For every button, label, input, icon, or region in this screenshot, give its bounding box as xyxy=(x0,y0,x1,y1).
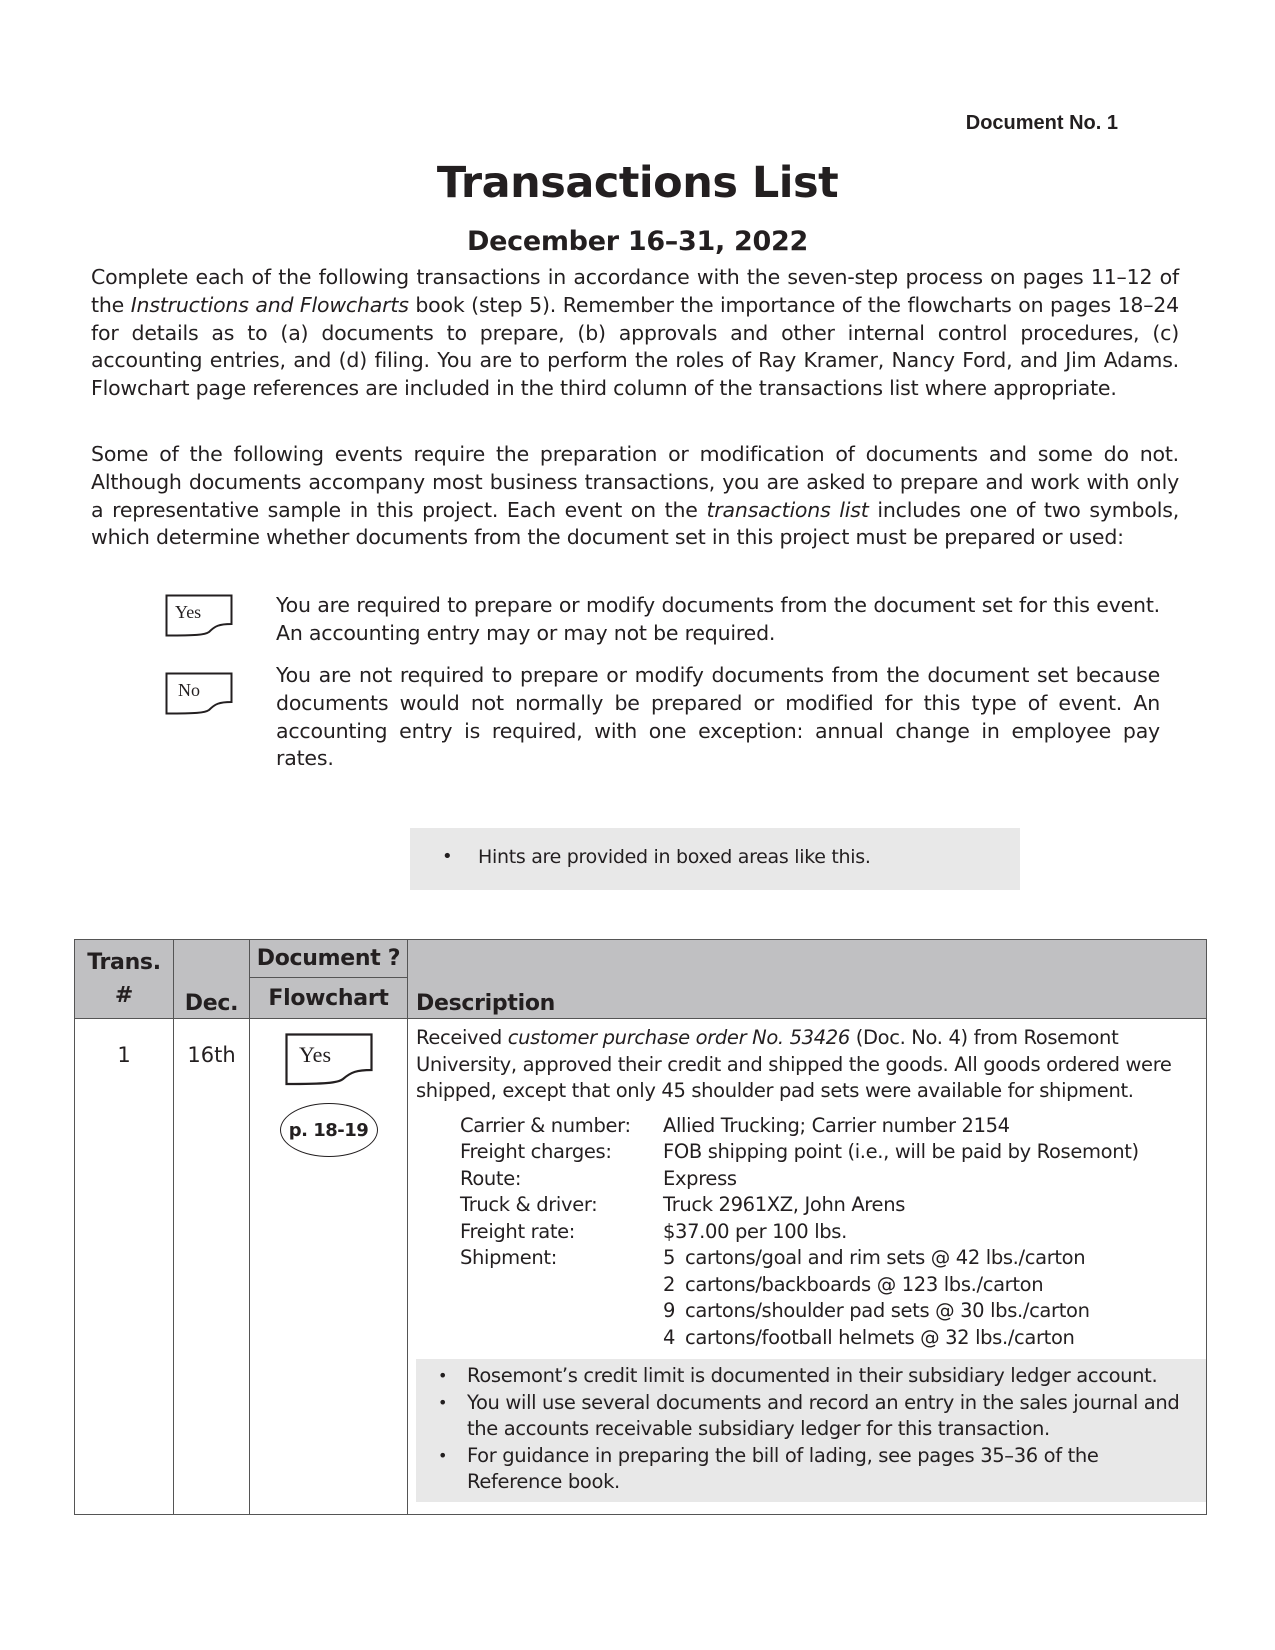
header-document: Document ? xyxy=(250,940,408,978)
symbol-no-text: You are not required to prepare or modify documents from the document set because documents would not normally be prepared or modified for this type of event. An accounting entry is required, with one exception: annual change in employee pay rates. xyxy=(276,663,1160,771)
shipment-item: 5 cartons/goal and rim sets @ 42 lbs./carton xyxy=(663,1246,1086,1269)
intro-paragraph-2 xyxy=(91,441,1179,552)
svg-text:No: No xyxy=(178,680,200,700)
detail-label: Freight charges: xyxy=(460,1140,612,1163)
text-run: Complete each of the following transactions in accordance with the seven-step process on pages 11–12 of the xyxy=(91,265,1179,317)
detail-value: $37.00 per 100 lbs. xyxy=(663,1219,847,1243)
transaction-date: 16th xyxy=(174,1019,250,1515)
detail-label: Freight rate: xyxy=(460,1219,576,1243)
date-range: December 16–31, 2022 xyxy=(467,226,808,257)
detail-value: FOB shipping point (i.e., will be paid by Rosemont) xyxy=(663,1140,1139,1163)
header-dec: Dec. xyxy=(174,940,250,1019)
header-description: Description xyxy=(408,940,1207,1019)
hint-item: • For guidance in preparing the bill of lading, see pages 35–36 of the Reference book. xyxy=(438,1443,1099,1493)
detail-label: Truck & driver: xyxy=(460,1193,598,1216)
text-run: (Doc. No. 4) from Rosemont University, approved their credit and shipped the goods. All goods ordered were shipped, except that only 45 shoulder pad sets were available for shipment. xyxy=(416,1026,1172,1102)
description-text xyxy=(416,1025,1198,1105)
page-title: Transactions List xyxy=(436,158,839,208)
svg-text:Yes: Yes xyxy=(298,1042,331,1067)
shipment-label: Shipment: xyxy=(460,1246,557,1269)
detail-value: Truck 2961XZ, John Arens xyxy=(663,1193,906,1216)
svg-text:Yes: Yes xyxy=(175,602,202,622)
bullet: • xyxy=(438,1392,448,1412)
shipment-item: 4 cartons/football helmets @ 32 lbs./carton xyxy=(663,1325,1075,1349)
symbol-yes-text: You are required to prepare or modify documents from the document set for this event. An accounting entry may or may not be required. xyxy=(276,593,1160,645)
italic-text: Instructions and Flowcharts xyxy=(130,292,409,317)
transactions-table xyxy=(74,939,1207,1515)
text-run: Some of the following events require the preparation or modification of documents and some do not. Although documents accompany most business transactions, you are asked to prepare and work with only a representative sample in this project. Each event on the xyxy=(91,442,1179,522)
flowchart-cell xyxy=(250,1019,408,1515)
no-document-symbol-icon xyxy=(165,672,233,716)
transaction-number: 1 xyxy=(75,1019,174,1515)
shipment-item: 2 cartons/backboards @ 123 lbs./carton xyxy=(663,1272,1044,1296)
header-flowchart: Flowchart xyxy=(250,978,408,1019)
header-trans-number: Trans. # xyxy=(75,940,174,1019)
detail-label: Carrier & number: xyxy=(460,1113,631,1137)
detail-value: Express xyxy=(663,1166,737,1190)
table-row xyxy=(75,1019,1207,1515)
hint-example-box xyxy=(410,828,1020,890)
flowchart-page-reference: p. 18-19 xyxy=(280,1103,378,1157)
detail-label: Route: xyxy=(460,1166,522,1190)
document-number: Document No. 1 xyxy=(965,112,1118,134)
italic-text: transactions list xyxy=(706,497,869,522)
intro-paragraph-1 xyxy=(91,264,1179,403)
detail-value: Allied Trucking; Carrier number 2154 xyxy=(663,1113,1010,1137)
bullet: • xyxy=(438,1366,448,1385)
shipment-details xyxy=(460,1113,1198,1352)
text-run: includes one of two symbols, which determine whether documents from the document set in this project must be prepared or used: xyxy=(91,497,1180,550)
transaction-hints-box xyxy=(416,1359,1206,1502)
yes-document-symbol-icon xyxy=(285,1033,373,1087)
yes-document-symbol-icon xyxy=(165,594,233,638)
hint-example-text: Hints are provided in boxed areas like this. xyxy=(478,846,871,868)
shipment-item: 9 cartons/shoulder pad sets @ 30 lbs./carton xyxy=(663,1299,1090,1322)
transaction-description xyxy=(408,1019,1207,1515)
italic-text: customer purchase order No. 53426 xyxy=(507,1026,850,1049)
bullet: • xyxy=(438,1445,448,1465)
hint-item: • Rosemont’s credit limit is documented in their subsidiary ledger account. xyxy=(436,1363,1198,1390)
shipment-list xyxy=(663,1245,1198,1351)
text-run: book (step 5). Remember the importance of the flowcharts on pages 18–24 for details as to (a) documents to prepare, (b) approvals and other internal control procedures, (c) accounting entries, and (d) filing. You are to perform the roles of Ray Kramer, Nancy Ford, and Jim Adams. Flowchart page references are included in the third column of the transactions list where appropriate. xyxy=(91,292,1179,401)
text-run: Received xyxy=(416,1026,508,1049)
hint-bullet: • xyxy=(442,846,453,867)
hint-item: • You will use several documents and record an entry in the sales journal and the accounts receivable subsidiary ledger for this transaction. xyxy=(438,1390,1180,1440)
